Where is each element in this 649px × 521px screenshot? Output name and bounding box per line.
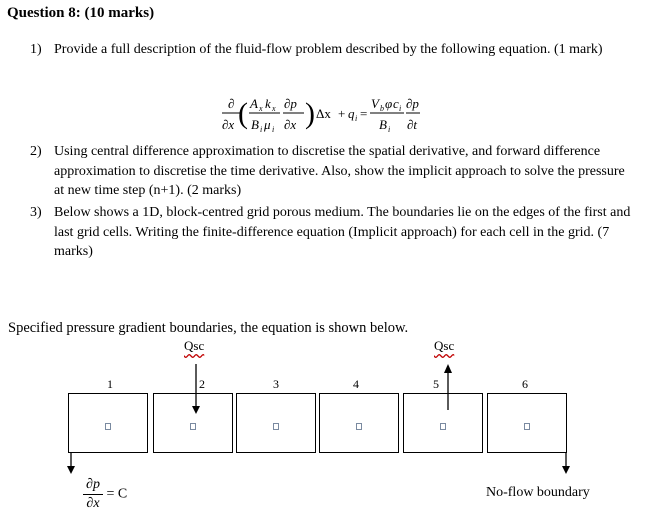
- cell-number-4: 4: [353, 377, 359, 391]
- eq-B: B: [251, 117, 259, 132]
- qsc-right-arrowhead: [444, 364, 452, 373]
- cell-number-6: 6: [522, 377, 528, 391]
- eq-dt: ∂t: [407, 117, 418, 132]
- eq-V: V: [371, 96, 379, 111]
- bc-denominator: ∂x: [86, 496, 100, 511]
- left-boundary-arrowhead: [67, 466, 75, 474]
- eq-k: k: [265, 96, 271, 111]
- item-text: Using central difference approximation to discretise the spatial derivative, and forward difference approximation to discretise the time derivative. Also, show the implicit approach to solve the pressure at new time step (n+1). (2 marks): [54, 144, 625, 198]
- eq-dx-outer: ∂x: [222, 117, 235, 132]
- eq-V-sub: b: [380, 104, 384, 113]
- eq-phi: φ: [385, 96, 393, 111]
- cell-number-5: 5: [433, 377, 439, 391]
- eq-mu-sub: i: [272, 125, 275, 134]
- svg-text:(: (: [238, 97, 248, 130]
- right-boundary-arrowhead: [562, 466, 570, 474]
- bc-rhs: = C: [106, 486, 128, 502]
- item-number: 2): [30, 144, 42, 159]
- eq-A-sub: x: [259, 104, 263, 113]
- eq-q: q: [348, 106, 355, 121]
- right-boundary-label: No-flow boundary: [486, 485, 590, 500]
- item-text: Provide a full description of the fluid-flow problem described by the following equation. (1 mark): [54, 42, 603, 57]
- eq-k-sub: x: [272, 104, 276, 113]
- eq-q-sub: i: [355, 114, 358, 123]
- diagram-caption: Specified pressure gradient boundaries, the equation is shown below.: [8, 320, 409, 336]
- eq-B-right: B: [379, 117, 387, 132]
- qsc-left-arrowhead: [192, 406, 200, 414]
- eq-mu: μ: [264, 117, 271, 132]
- question-title: Question 8: (10 marks): [7, 5, 155, 21]
- bc-numerator: ∂p: [86, 477, 100, 492]
- svg-text:): ): [305, 97, 315, 130]
- item-text: Below shows a 1D, block-centred grid porous medium. The boundaries lie on the edges of the first and last grid cells. Writing the finite-difference equation (Implicit approach) for each cell in the grid. (7 marks): [54, 205, 631, 259]
- eq-equals: =: [360, 106, 368, 121]
- eq-dp-inner: ∂p: [284, 96, 297, 111]
- cell-number-1: 1: [107, 377, 113, 391]
- eq-dp-right: ∂p: [406, 96, 419, 111]
- cell-number-3: 3: [273, 377, 279, 391]
- eq-delta-x: Δx: [316, 106, 331, 121]
- qsc-label-right: Qsc: [434, 338, 455, 353]
- eq-B-right-sub: i: [388, 125, 391, 134]
- eq-A: A: [250, 96, 258, 111]
- cell-number-2: 2: [199, 377, 205, 391]
- eq-plus: +: [338, 106, 346, 121]
- eq-B-sub: i: [260, 125, 263, 134]
- item-number: 3): [30, 205, 42, 220]
- eq-d: ∂: [228, 96, 235, 111]
- eq-c-sub: i: [399, 104, 402, 113]
- left-boundary-condition: [83, 477, 127, 512]
- eq-dx-inner: ∂x: [284, 117, 297, 132]
- qsc-label-left: Qsc: [184, 338, 205, 353]
- eq-c: c: [393, 96, 399, 111]
- item-number: 1): [30, 42, 42, 57]
